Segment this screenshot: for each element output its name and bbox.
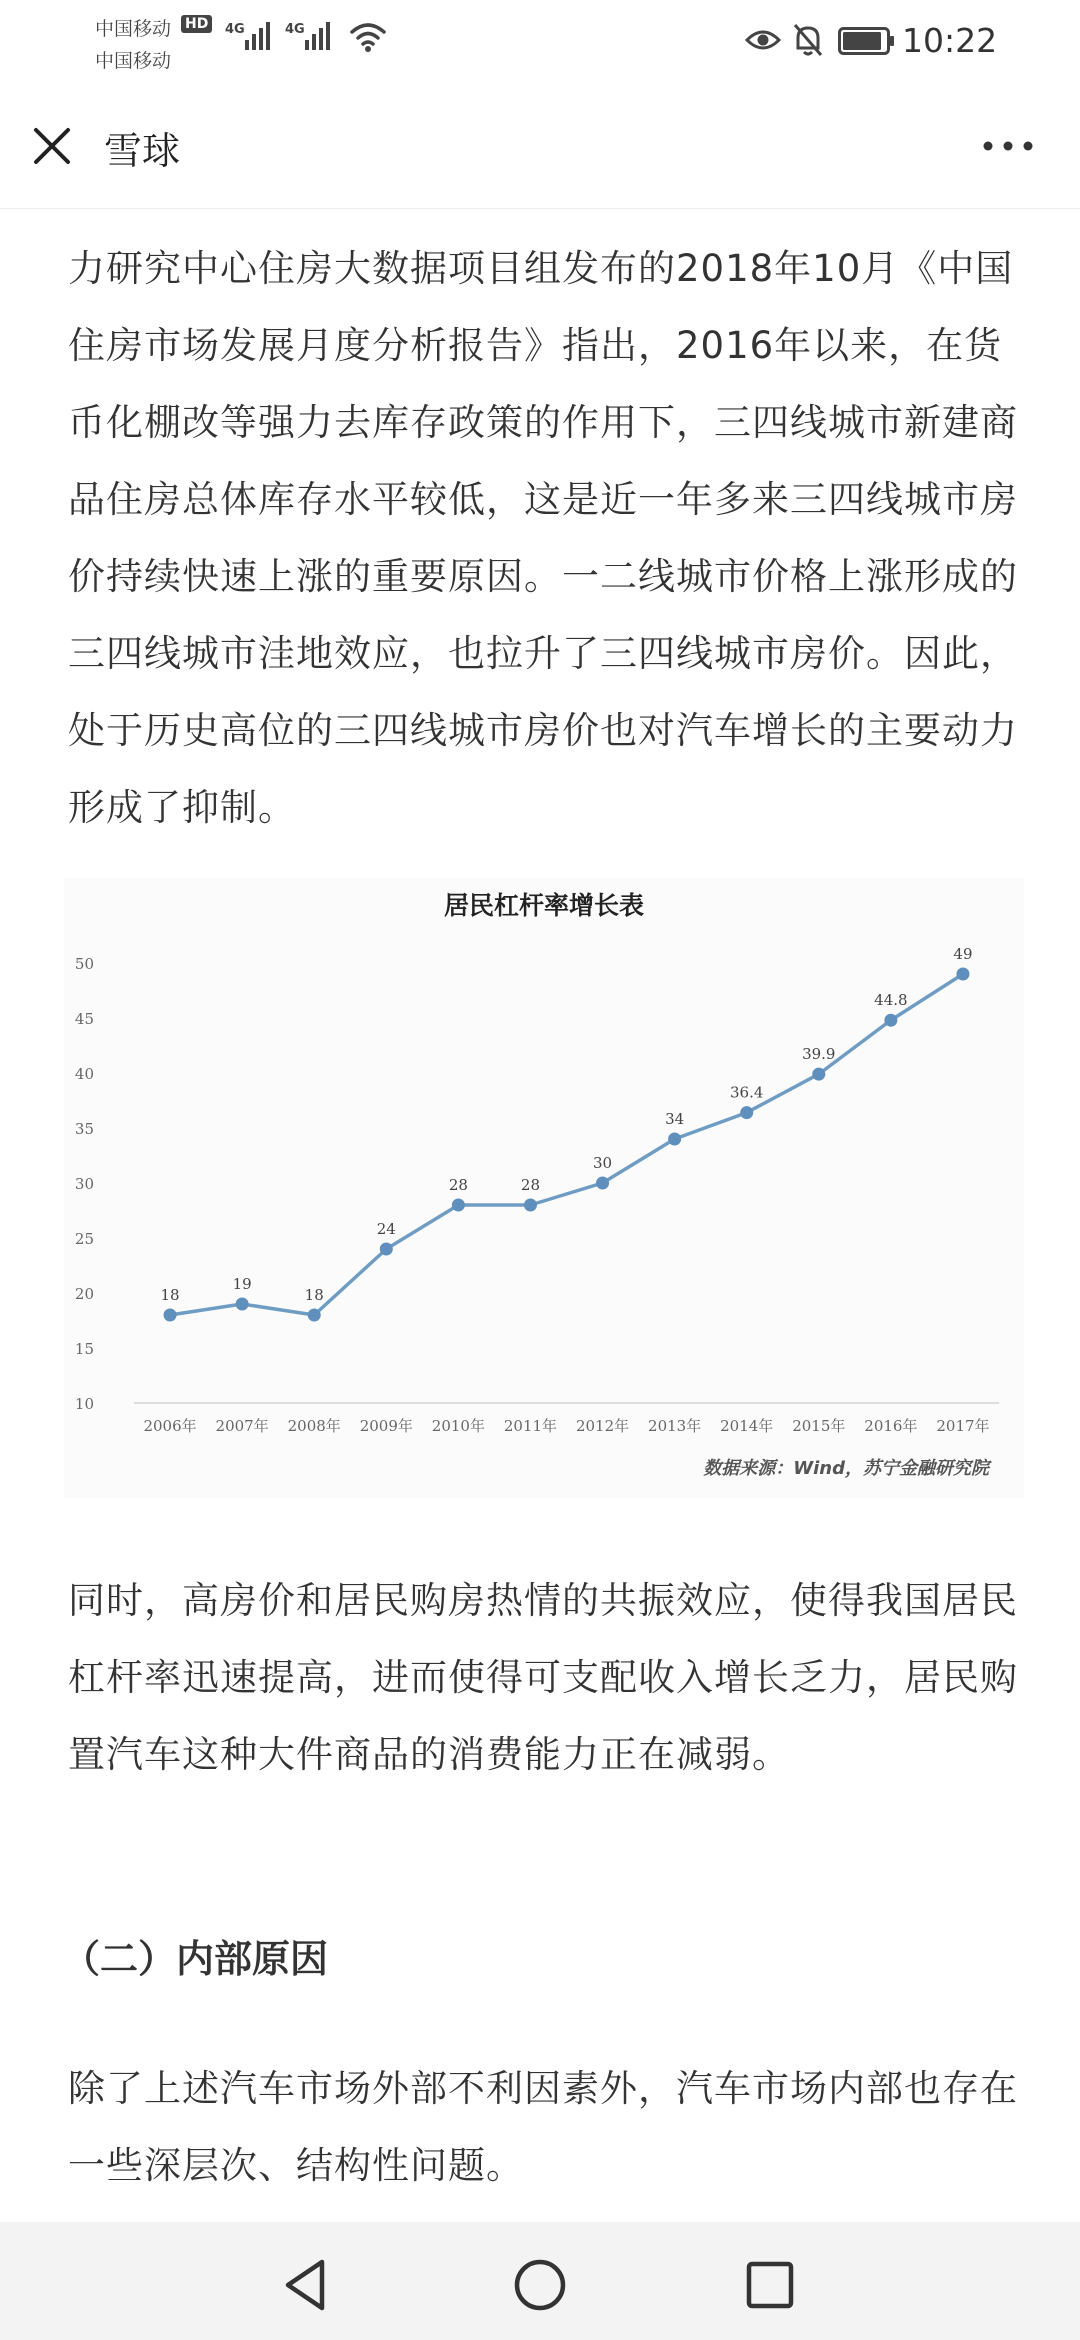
wifi-icon xyxy=(348,20,388,58)
x-tick-label: 2013年 xyxy=(648,1417,702,1435)
home-circle-icon xyxy=(505,2250,575,2320)
y-tick-label: 15 xyxy=(74,1340,94,1358)
bell-off-icon xyxy=(792,22,824,62)
signal-1-icon xyxy=(225,18,275,58)
x-tick-label: 2009年 xyxy=(359,1417,413,1435)
y-tick-label: 20 xyxy=(74,1285,94,1303)
chart-background xyxy=(64,878,1024,1498)
more-dots-icon xyxy=(978,128,1038,164)
data-label: 36.4 xyxy=(730,1083,764,1102)
data-label: 28 xyxy=(448,1176,468,1194)
x-tick-label: 2006年 xyxy=(143,1417,197,1435)
carrier-name-2: 中国移动 xyxy=(95,50,172,72)
section-heading: （二）内部原因 xyxy=(62,1937,329,1981)
data-point xyxy=(236,1298,249,1311)
data-label: 18 xyxy=(304,1286,324,1304)
data-point xyxy=(524,1199,537,1212)
y-tick-label: 25 xyxy=(74,1230,94,1248)
y-tick-label: 35 xyxy=(74,1120,94,1138)
home-button[interactable] xyxy=(505,2250,575,2320)
data-label: 49 xyxy=(953,945,973,963)
eye-icon xyxy=(745,27,781,57)
article-paragraph-1: 力研究中心住房大数据项目组发布的2018年10月《中国住房市场发展月度分析报告》指出，2016年以来，在货币化棚改等强力去库存政策的作用下，三四线城市新建商品住房总体库存水平较低，这是近一年多来三四线城市房价持续快速上涨的重要原因。一二线城市价格上涨形成的三四线城市洼地效应，也拉升了三四线城市房价。因此，处于历史高位的三四线城市房价也对汽车增长的主要动力形成了抑制。 xyxy=(68,247,1018,829)
system-navigation-bar xyxy=(0,2222,1080,2340)
data-point xyxy=(164,1309,177,1322)
y-tick-labels xyxy=(75,955,94,1413)
data-label: 44.8 xyxy=(874,991,908,1010)
x-tick-label: 2017年 xyxy=(936,1417,990,1435)
close-button[interactable] xyxy=(28,122,76,170)
data-point xyxy=(740,1106,753,1119)
x-tick-label: 2014年 xyxy=(720,1417,774,1435)
y-tick-label: 40 xyxy=(74,1065,94,1083)
data-point xyxy=(812,1068,825,1081)
carrier-name-1: 中国移动 xyxy=(95,18,172,40)
article-paragraph-3: 除了上述汽车市场外部不利因素外，汽车市场内部也存在一些深层次、结构性问题。 xyxy=(68,2067,1018,2187)
data-point xyxy=(380,1243,393,1256)
x-tick-label: 2015年 xyxy=(792,1417,846,1435)
x-tick-label: 2016年 xyxy=(864,1417,918,1435)
y-tick-label: 10 xyxy=(74,1395,94,1413)
recents-square-icon xyxy=(735,2250,805,2320)
recents-button[interactable] xyxy=(735,2250,805,2320)
data-point xyxy=(668,1133,681,1146)
x-tick-label: 2011年 xyxy=(503,1417,558,1435)
data-label: 28 xyxy=(520,1176,541,1194)
y-tick-label: 45 xyxy=(74,1010,94,1028)
x-tick-label: 2008年 xyxy=(287,1417,341,1435)
data-label: 19 xyxy=(232,1275,252,1293)
network-type-2: 4G xyxy=(285,22,305,37)
data-label: 24 xyxy=(376,1220,396,1238)
more-button[interactable] xyxy=(978,128,1038,164)
status-bar xyxy=(0,0,1080,90)
signal-2-icon xyxy=(285,18,335,58)
x-tick-label: 2012年 xyxy=(575,1417,630,1435)
y-tick-label: 50 xyxy=(74,955,94,973)
x-tick-label: 2010年 xyxy=(431,1417,485,1435)
y-tick-label: 30 xyxy=(74,1175,94,1193)
data-label: 18 xyxy=(160,1286,180,1304)
chart-title: 居民杠杆率增长表 xyxy=(443,891,645,920)
data-point xyxy=(596,1177,609,1190)
nav-bar xyxy=(0,90,1080,209)
page-title: 雪球 xyxy=(104,129,181,173)
data-label: 30 xyxy=(592,1154,613,1172)
data-point xyxy=(308,1309,321,1322)
chart-source: 数据来源：Wind，苏宁金融研究院 xyxy=(703,1458,989,1479)
back-button[interactable] xyxy=(272,2250,342,2320)
back-triangle-icon xyxy=(272,2250,342,2320)
data-label: 34 xyxy=(665,1110,685,1128)
hd-badge: HD xyxy=(181,15,212,33)
status-time: 10:22 xyxy=(902,21,998,60)
battery-icon xyxy=(838,27,896,59)
leverage-chart xyxy=(64,878,1024,1498)
data-label: 39.9 xyxy=(802,1045,836,1064)
network-type-1: 4G xyxy=(225,22,245,37)
close-icon xyxy=(28,122,76,170)
x-tick-label: 2007年 xyxy=(215,1417,269,1435)
data-point xyxy=(884,1014,897,1027)
article-paragraph-2: 同时，高房价和居民购房热情的共振效应，使得我国居民杠杆率迅速提高，进而使得可支配收入增长乏力，居民购置汽车这种大件商品的消费能力正在减弱。 xyxy=(68,1579,1018,1776)
data-point xyxy=(956,968,969,981)
data-point xyxy=(452,1199,465,1212)
chart-svg xyxy=(64,878,1024,1498)
